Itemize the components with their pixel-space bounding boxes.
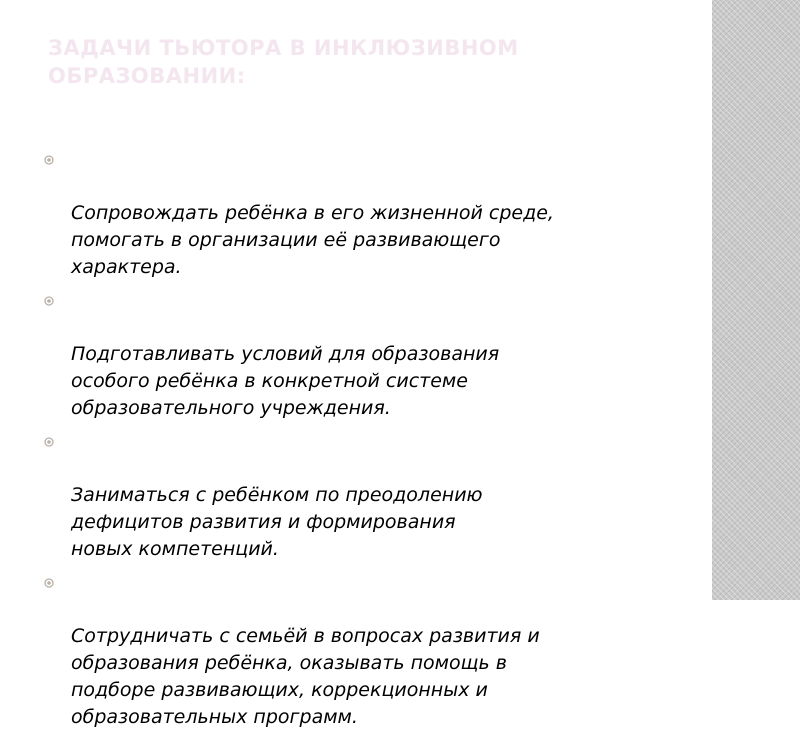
circle-bullet-icon — [44, 296, 54, 306]
circle-bullet-icon — [44, 578, 54, 588]
decorative-side-panel — [712, 0, 800, 600]
bullet-list — [44, 146, 644, 737]
bullet-item — [44, 287, 644, 422]
bullet-item — [44, 569, 644, 731]
bullet-text: Заниматься с ребёнком по преодолению дефицитов развития и формирования новых компетенций. — [71, 484, 483, 560]
bullet-text: Сотрудничать с семьёй в вопросах развития и образования ребёнка, оказывать помощь в подборе развивающих, коррекционных и образовательных программ. — [71, 625, 540, 728]
bullet-item — [44, 428, 644, 563]
bullet-text: Сопровождать ребёнка в его жизненной среде, помогать в организации её развивающего характера. — [71, 202, 554, 278]
circle-bullet-icon — [44, 437, 54, 447]
slide-title: ЗАДАЧИ ТЬЮТОРА В ИНКЛЮЗИВНОМ ОБРАЗОВАНИИ: — [48, 36, 519, 88]
bullet-item — [44, 146, 644, 281]
circle-bullet-icon — [44, 155, 54, 165]
bullet-text: Подготавливать условий для образования особого ребёнка в конкретной системе образовательного учреждения. — [71, 343, 500, 419]
